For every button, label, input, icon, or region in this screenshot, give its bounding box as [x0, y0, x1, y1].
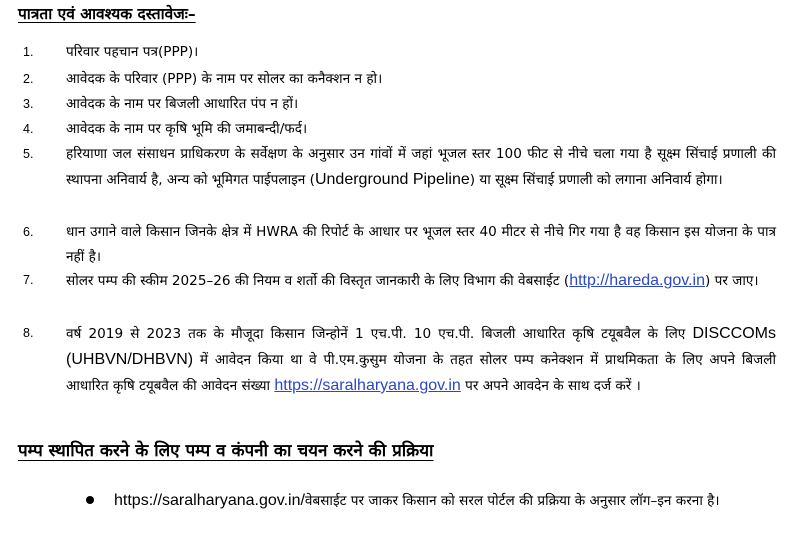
item-text: आवेदक के परिवार (PPP) के नाम पर सोलर का कनैक्शन न हो। [66, 71, 383, 87]
item-number: 8. [23, 326, 34, 340]
eligibility-heading: पात्रता एवं आवश्यक दस्तावेजः– [18, 5, 196, 23]
list-item [0, 142, 802, 220]
saralharyana-link[interactable]: https://saralharyana.gov.in [274, 377, 461, 394]
item-text-part: सोलर पम्प की स्कीम 2025–26 की नियम व शर्तो की विस्तृत जानकारी के लिए विभाग की वेबसाईट ( [66, 273, 570, 289]
eligibility-list [0, 40, 802, 421]
bullet-text [114, 488, 774, 514]
hareda-website-link[interactable]: http://hareda.gov.in [569, 272, 705, 289]
item-number: 5. [23, 147, 34, 161]
item-number: 2. [23, 72, 34, 86]
item-text-part: ) या सूक्ष्म सिंचाई प्रणाली को लगाना अनिवार्य होगा। [469, 172, 723, 188]
item-number: 4. [23, 122, 34, 136]
item-number: 3. [23, 97, 34, 111]
item-text: आवेदक के नाम पर बिजली आधारित पंप न हों। [66, 96, 299, 112]
item-text: परिवार पहचान पत्र(PPP)। [66, 44, 199, 60]
item-text: आवेदक के नाम पर कृषि भूमि की जमाबन्दी/फर्द। [66, 121, 308, 137]
item-text-part: ) पर जाए। [705, 273, 759, 289]
bullet-text-part: वेबसाईट पर जाकर किसान को सरल पोर्टल की प्रक्रिया के अनुसार लॉग–इन करना है। [304, 493, 720, 509]
bullet-item [0, 488, 802, 514]
item-text-part: वर्ष 2019 से 2023 तक के मौजूदा किसान जिन्होनें 1 एच.पी. 10 एच.पी. बिजली आधारित कृषि टयूबवैल के लिए [66, 326, 693, 342]
item-text-part: पर अपने आवदेन के साथ दर्ज करें । [460, 378, 641, 394]
list-item [0, 321, 802, 421]
item-text-part: हरियाणा जल संसाधन प्राधिकरण के सर्वेक्षण के अनुसार उन गांवों में जहां भूजल स्तर 100 फीट से नीचे चला गया है सूक्ष्म सिंचाई प्रणाली की स्थापना अनिवार्य है, अन्य को भूमिगत पाईपलाइन ( [66, 146, 776, 188]
underground-pipeline-term: Underground Pipeline [314, 171, 470, 188]
item-number: 6. [23, 225, 34, 239]
list-item [0, 67, 802, 92]
item-text [66, 321, 776, 399]
item-text: धान उगाने वाले किसान जिनके क्षेत्र में HWRA की रिपोर्ट के आधार पर भूजल स्तर 40 मीटर से नीचे गिर गया है वह किसान इस योजना के पात्र नहीं है। [66, 224, 776, 265]
item-text [66, 268, 776, 294]
bullet-dot-icon [86, 496, 94, 504]
list-item [0, 117, 802, 142]
item-number: 7. [23, 273, 34, 287]
list-item [0, 268, 802, 321]
item-text-part: में आवेदन किया था वे पी.एम.कुसुम योजना के तहत सोलर पम्प कनेक्शन में प्राथमिकता के लिए अपने बिजली आधारित कृषि टयूबवैल की आवेदन संख्या [66, 352, 776, 394]
pump-selection-heading: पम्प स्थापित करने के लिए पम्प व कंपनी का चयन करने की प्रक्रिया [18, 441, 434, 461]
list-item [0, 40, 802, 67]
list-item [0, 220, 802, 268]
item-number: 1. [23, 45, 34, 59]
saralharyana-portal-link[interactable]: https://saralharyana.gov.in/ [114, 492, 305, 509]
item-text [66, 142, 776, 193]
list-item [0, 92, 802, 117]
discoms-term: DISCCOMs (UHBVN/DHBVN) [66, 325, 776, 368]
